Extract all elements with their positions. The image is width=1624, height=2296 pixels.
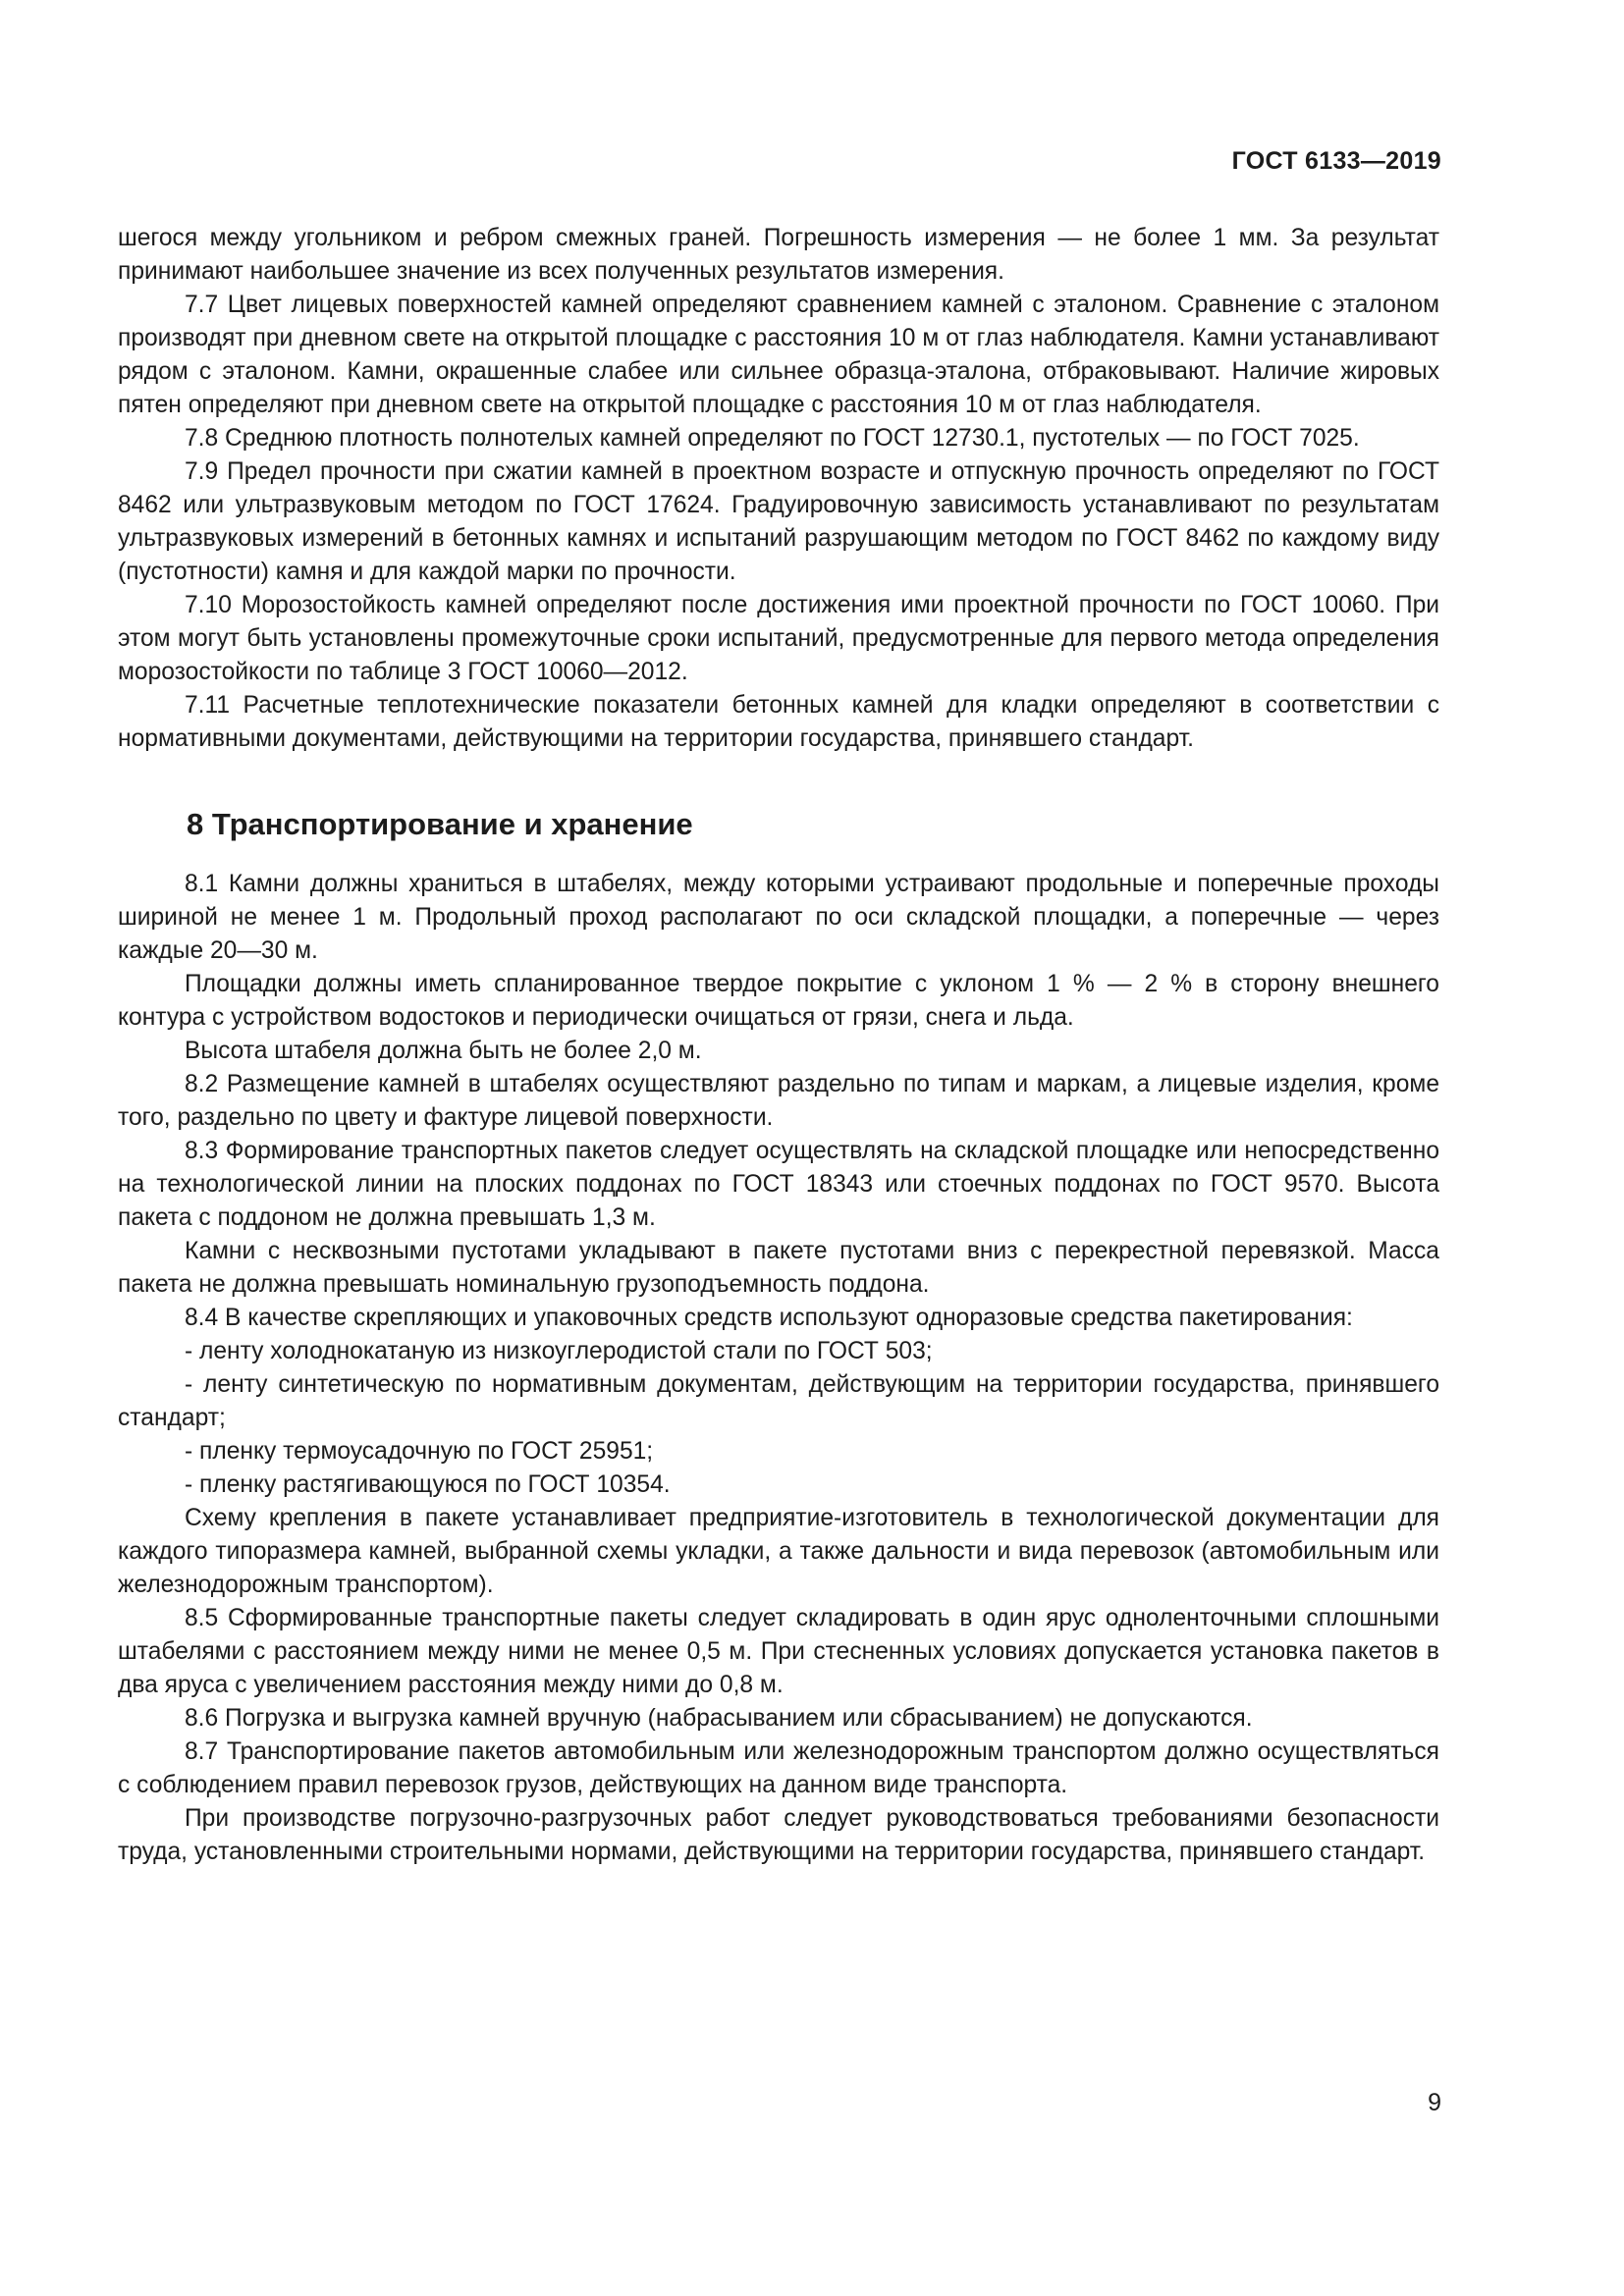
document-code: ГОСТ 6133—2019: [1231, 147, 1441, 175]
list-item: - пленку термоусадочную по ГОСТ 25951;: [185, 1438, 654, 1465]
paragraph-8-7-safety: При производстве погрузочно-разгрузочных работ следует руководствоваться требованиями безопасности труда, установленными строительными нормами, действующими на территории государства, принявшего стандарт.: [118, 1805, 1439, 1865]
list-item: - ленту синтетическую по нормативным документам, действующим на территории государства, принявшего стандарт;: [118, 1371, 1439, 1431]
paragraph-8-3-mass: Камни с несквозными пустотами укладывают в пакете пустотами вниз с перекрестной перевязкой. Масса пакета не должна превышать номинальную грузоподъемность поддона.: [118, 1238, 1439, 1298]
section-8-title: 8 Транспортирование и хранение: [187, 807, 693, 841]
paragraph-7-9: 7.9 Предел прочности при сжатии камней в проектном возрасте и отпускную прочность определяют по ГОСТ 8462 или ультразвуковым методом по ГОСТ 17624. Градуировочную зависимость устанавливают по результатам ультразвуковых измерений в бетонных камнях и испытаний разрушающим методом по ГОСТ 8462 по каждому виду (пустотности) камня и для каждой марки по прочности.: [118, 458, 1439, 585]
paragraph-8-2: 8.2 Размещение камней в штабелях осуществляют раздельно по типам и маркам, а лицевые изделия, кроме того, раздельно по цвету и фактуре лицевой поверхности.: [118, 1071, 1439, 1131]
paragraph-continuation: шегося между угольником и ребром смежных граней. Погрешность измерения — не более 1 мм. За результат принимают наибольшее значение из всех полученных результатов измерения.: [118, 225, 1439, 285]
list-item: - ленту холоднокатаную из низкоуглеродистой стали по ГОСТ 503;: [185, 1338, 933, 1364]
paragraph-8-1: 8.1 Камни должны храниться в штабелях, между которыми устраивают продольные и поперечные проходы шириной не менее 1 м. Продольный проход располагают по оси складской площадки, а поперечные — через каждые 20—30 м.: [118, 871, 1439, 964]
page-content: [118, 222, 1439, 1869]
paragraph-8-3: 8.3 Формирование транспортных пакетов следует осуществлять на складской площадке или непосредственно на технологической линии на плоских поддонах по ГОСТ 18343 или стоечных поддонах по ГОСТ 9570. Высота пакета с поддоном не должна превышать 1,3 м.: [118, 1138, 1439, 1231]
paragraph-8-4: 8.4 В качестве скрепляющих и упаковочных средств используют одноразовые средства пакетирования:: [185, 1305, 1353, 1331]
paragraph-8-1-height: Высота штабеля должна быть не более 2,0 м.: [185, 1038, 702, 1064]
list-item: - пленку растягивающуюся по ГОСТ 10354.: [185, 1471, 671, 1498]
paragraph-8-4-scheme: Схему крепления в пакете устанавливает предприятие-изготовитель в технологической документации для каждого типоразмера камней, выбранной схемы укладки, а также дальности и вида перевозок (автомобильным или железнодорожным транспортом).: [118, 1505, 1439, 1598]
page-number: 9: [1428, 2089, 1441, 2116]
paragraph-8-5: 8.5 Сформированные транспортные пакеты следует складировать в один ярус одноленточными сплошными штабелями с расстоянием между ними не менее 0,5 м. При стесненных условиях допускается установка пакетов в два яруса с увеличением расстояния между ними до 0,8 м.: [118, 1605, 1439, 1698]
paragraph-8-7: 8.7 Транспортирование пакетов автомобильным или железнодорожным транспортом должно осуществляться с соблюдением правил перевозок грузов, действующих на данном виде транспорта.: [118, 1738, 1439, 1798]
paragraph-7-11: 7.11 Расчетные теплотехнические показатели бетонных камней для кладки определяют в соответствии с нормативными документами, действующими на территории государства, принявшего стандарт.: [118, 692, 1439, 752]
paragraph-8-1-sites: Площадки должны иметь спланированное твердое покрытие с уклоном 1 % — 2 % в сторону внешнего контура с устройством водостоков и периодически очищаться от грязи, снега и льда.: [118, 971, 1439, 1031]
paragraph-7-10: 7.10 Морозостойкость камней определяют после достижения ими проектной прочности по ГОСТ 10060. При этом могут быть установлены промежуточные сроки испытаний, предусмотренные для первого метода определения морозостойкости по таблице 3 ГОСТ 10060—2012.: [118, 592, 1439, 685]
paragraph-7-8: 7.8 Среднюю плотность полнотелых камней определяют по ГОСТ 12730.1, пустотелых — по ГОСТ 7025.: [185, 425, 1360, 452]
paragraph-7-7: 7.7 Цвет лицевых поверхностей камней определяют сравнением камней с эталоном. Сравнение с эталоном производят при дневном свете на открытой площадке с расстояния 10 м от глаз наблюдателя. Камни устанавливают рядом с эталоном. Камни, окрашенные слабее или сильнее образца-эталона, отбраковывают. Наличие жировых пятен определяют при дневном свете на открытой площадке с расстояния 10 м от глаз наблюдателя.: [118, 292, 1439, 418]
paragraph-8-6: 8.6 Погрузка и выгрузка камней вручную (набрасыванием или сбрасыванием) не допускаются.: [185, 1705, 1253, 1732]
